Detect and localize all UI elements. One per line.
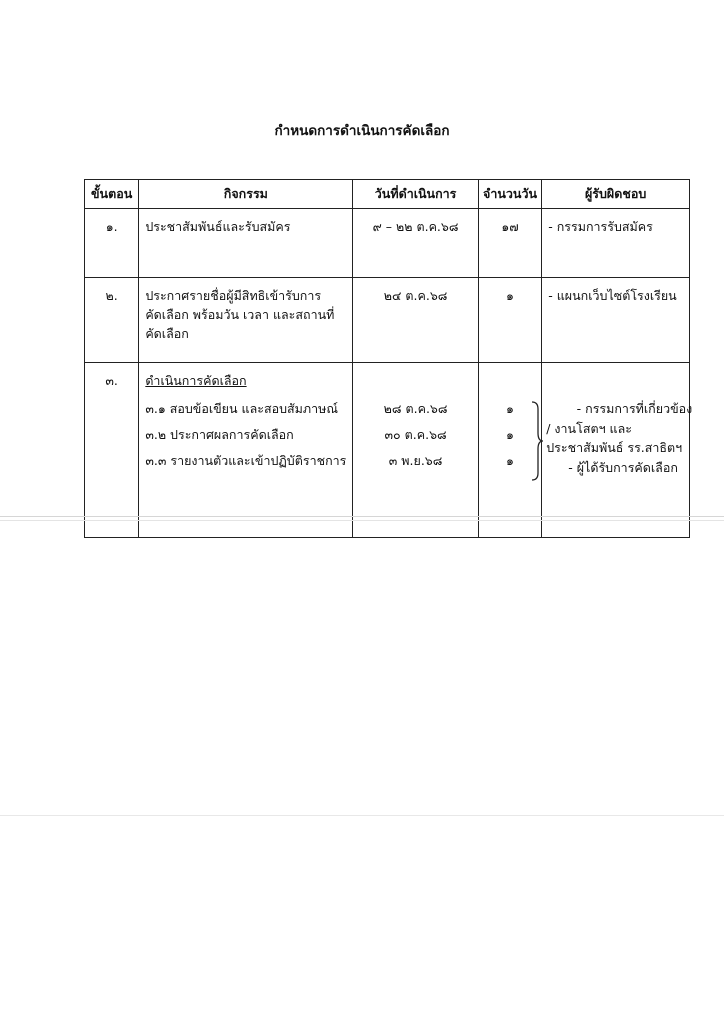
- table-row: [85, 363, 690, 538]
- activity-heading: ดำเนินการคัดเลือก: [145, 373, 247, 388]
- responsible-cell: [542, 363, 693, 538]
- page-title: กำหนดการดำเนินการคัดเลือก: [274, 123, 450, 139]
- schedule-table: [84, 179, 693, 538]
- activity-line: คัดเลือก พร้อมวัน เวลา และสถานที่: [145, 307, 335, 322]
- sub-item-label: ๓.๑ สอบข้อเขียน และสอบสัมภาษณ์: [145, 401, 338, 416]
- header-step: ขั้นตอน: [85, 180, 139, 209]
- sub-item-date: ๒๘ ต.ค.๖๘: [383, 401, 448, 416]
- sub-item-days: ๑: [506, 401, 514, 416]
- date-cell: ๙ – ๒๒ ต.ค.๖๘: [353, 209, 478, 278]
- activity-cell: [139, 209, 353, 278]
- responsible-list: [546, 399, 694, 477]
- scan-fold-line: [0, 520, 724, 521]
- step-number: ๒.: [85, 278, 139, 363]
- activity-line: ประกาศรายชื่อผู้มีสิทธิเข้ารับการ: [145, 288, 322, 303]
- activity-cell: [139, 278, 353, 363]
- responsible-cell: - กรรมการรับสมัคร: [542, 209, 690, 278]
- sub-item-days: ๑: [506, 427, 514, 442]
- date-cell: ๒๔ ต.ค.๖๘: [353, 278, 478, 363]
- step-number: ๑.: [85, 209, 139, 278]
- header-days: จำนวนวัน: [478, 180, 541, 209]
- activity-line: คัดเลือก: [145, 326, 189, 341]
- header-activity: กิจกรรม: [139, 180, 353, 209]
- responsible-line: / งานโสตฯ และ: [546, 420, 632, 436]
- days-cell: ๑: [478, 278, 541, 363]
- date-cell: [353, 363, 478, 538]
- table-row: [85, 209, 690, 278]
- days-cell: ๑๗: [478, 209, 541, 278]
- responsible-line: - ผู้ได้รับการคัดเลือก: [568, 459, 678, 475]
- responsible-line: ประชาสัมพันธ์ รร.สาธิตฯ: [546, 440, 683, 455]
- step-number: ๓.: [85, 363, 139, 538]
- table-row: [85, 278, 690, 363]
- scan-fold-line: [0, 516, 724, 517]
- activity-cell: [139, 363, 353, 538]
- sub-item-days: ๑: [506, 453, 514, 468]
- sub-item-label: ๓.๒ ประกาศผลการคัดเลือก: [145, 427, 294, 442]
- responsible-cell: - แผนกเว็บไซต์โรงเรียน: [542, 278, 690, 363]
- table-header-row: [85, 180, 690, 209]
- activity-line: ประชาสัมพันธ์และรับสมัคร: [145, 219, 291, 234]
- responsible-line: - กรรมการที่เกี่ยวข้อง: [576, 401, 693, 416]
- curly-brace-icon: [530, 401, 544, 481]
- sub-item-date: ๓๐ ต.ค.๖๘: [384, 427, 447, 442]
- sub-item-date: ๓ พ.ย.๖๘: [388, 453, 443, 468]
- header-responsible: ผู้รับผิดชอบ: [542, 180, 690, 209]
- header-date: วันที่ดำเนินการ: [353, 180, 478, 209]
- sub-item-label: ๓.๓ รายงานตัวและเข้าปฏิบัติราชการ: [145, 453, 347, 468]
- scan-fold-line: [0, 815, 724, 816]
